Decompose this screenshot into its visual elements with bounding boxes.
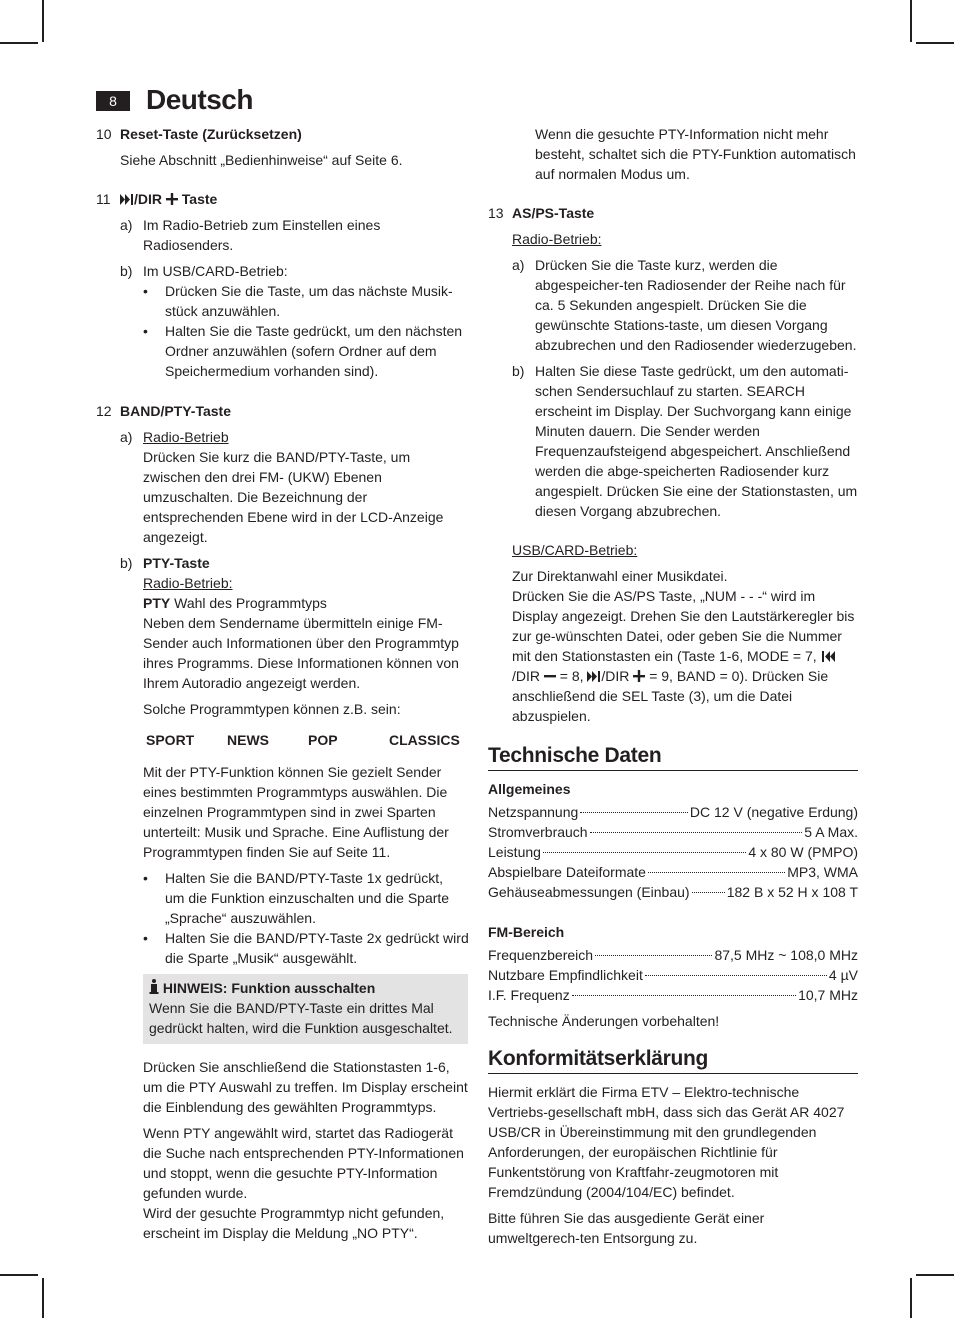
spec-list <box>488 802 858 902</box>
paragraph: Drücken Sie anschließend die Stationstasten 1-6, um die PTY Auswahl zu treffen. Im Display erscheint die Einblendung des gewählten Programmtyps. <box>143 1059 468 1115</box>
subheading: Allgemeines <box>488 781 571 797</box>
spec-label: Netzspannung <box>488 804 579 820</box>
spec-row <box>488 882 858 902</box>
dir-label: /DIR <box>134 191 162 207</box>
item-text: Drücken Sie kurz die BAND/PTY-Taste, um zwischen den drei FM- (UKW) Ebenen umzuschalten. Die Bezeichnung der entsprechenden Ebene wird in der LCD-Anzeige angezeigt. <box>143 449 444 545</box>
spec-value: 4 x 80 W (PMPO) <box>748 844 858 860</box>
spec-value: 87,5 MHz ~ 108,0 MHz <box>714 947 858 963</box>
text-run: /DIR <box>512 668 544 684</box>
crop-mark <box>916 42 954 44</box>
page-title: Deutsch <box>146 84 253 115</box>
crop-mark <box>42 1278 44 1318</box>
pty-desc: Wahl des Programmtyps <box>170 595 327 611</box>
paragraph: Wenn PTY angewählt wird, startet das Radiogerät die Suche nach entsprechenden PTY-Informationen und stoppt, wenn die gesuchte PTY-Information gefunden wurde. <box>143 1125 464 1201</box>
paragraph: Mit der PTY-Funktion können Sie gezielt Sender eines bestimmten Programmtyps auswählen. Die einzelnen Programmtypen sind in zwei Sparten unterteilt: Musik und Sprache. Eine Auflistung der Programmtypen finden Sie auf Seite 11. <box>143 764 449 860</box>
minus-icon <box>544 670 556 682</box>
crop-mark <box>910 1278 912 1318</box>
section-10 <box>96 124 468 170</box>
item-text: Neben dem Sendername übermitteln einige FM-Sender auch Informationen über den Programmtyp ihres Programms. Diese Informationen können von Ihrem Autoradio angezeigt werden. <box>143 615 459 691</box>
item-marker: a) <box>512 257 525 273</box>
list-item <box>512 255 858 355</box>
pty-type: POP <box>308 732 338 748</box>
spec-row <box>488 965 858 985</box>
spec-label: Stromverbrauch <box>488 824 588 840</box>
spec-row <box>488 862 858 882</box>
pty-term: PTY <box>143 595 171 611</box>
text-run: = 8, <box>555 668 588 684</box>
crop-mark <box>916 1274 954 1276</box>
list-item <box>120 215 468 255</box>
pty-types <box>146 730 468 750</box>
tech-section <box>488 746 858 1031</box>
section-11 <box>96 189 468 381</box>
section-title <box>120 189 468 209</box>
spec-value: 4 µV <box>828 967 858 983</box>
item-text: Im Radio-Betrieb zum Einstellen eines Radiosenders. <box>143 217 381 253</box>
spec-row <box>488 822 858 842</box>
bullet-item: • Drücken Sie die Taste, um das nächste Musik-stück anzuwählen. <box>143 281 455 321</box>
text-run: Drücken Sie die AS/PS Taste, „NUM - - -“ wird im Display angezeigt. Drehen Sie den Lautstärkeregler bis zur ge-wünschten Datei, oder geben Sie die Nummer mit den Stationstasten ein (Taste 1-6, MODE = 7, <box>512 588 855 664</box>
skip-forward-icon <box>587 671 601 682</box>
section-heading: Technische Daten <box>488 746 858 771</box>
spec-row <box>488 842 858 862</box>
paragraph <box>512 586 858 726</box>
spec-label: Abspielbare Dateiformate <box>488 864 646 880</box>
bullet-item: • Halten Sie die BAND/PTY-Taste 2x gedrückt wird die Sparte „Musik“ ausgewählt. <box>143 928 485 968</box>
left-column <box>96 124 468 1243</box>
pty-type: SPORT <box>146 732 195 748</box>
paragraph: Zur Direktanwahl einer Musikdatei. <box>512 568 728 584</box>
section-12 <box>96 401 468 1243</box>
text-run: /DIR <box>601 668 634 684</box>
note-title <box>149 978 462 998</box>
list-item <box>512 361 858 521</box>
mode-label: Radio-Betrieb <box>143 429 229 445</box>
spec-label: Leistung <box>488 844 541 860</box>
note-box <box>143 974 468 1044</box>
paragraph: Hiermit erklärt die Firma ETV – Elektro-technische Vertriebs-gesellschaft mbH, dass sich das Gerät AR 4027 USB/CR in Übereinstimmung mit den grundlegenden Anforderungen, der europäischen Richtlinie für Funkentstörung von Kraftfahr-zeugmotoren mit Fremdzündung (2004/104/EC) befindet. <box>488 1084 845 1200</box>
skip-back-icon <box>821 651 835 662</box>
bullet-item: • Halten Sie die Taste gedrückt, um den nächsten Ordner anzuwählen (sofern Ordner auf dem Speichermedium vorhanden sind). <box>143 321 465 381</box>
spec-label: Nutzbare Empfindlichkeit <box>488 967 643 983</box>
spec-label: I.F. Frequenz <box>488 987 570 1003</box>
spec-value: 182 B x 52 H x 108 T <box>726 884 858 900</box>
item-text: Halten Sie diese Taste gedrückt, um den automati-schen Sendersuchlauf zu starten. SEARCH erscheint im Display. Der Suchvorgang kann einige Minuten dauern. Die Sender werden Frequenzaufsteigend abgespeichert. Anschließend werden die abge-speicherten Radiosender kurz angespielt. Drücken Sie eine der Stationstasten, um diesen Vorgang abzubrechen. <box>535 363 858 519</box>
right-column <box>488 124 858 1248</box>
paragraph: Wenn die gesuchte PTY-Information nicht mehr besteht, schaltet sich die PTY-Funktion automatisch auf normalen Modus um. <box>535 126 856 182</box>
item-text: Drücken Sie die Taste kurz, werden die abgespeicher-ten Radiosender der Reihe nach für ca. 5 Sekunden angespielt. Drücken Sie die gewünschte Stations-taste, um diesen Vorgang abzubrechen und den Radiosender wiederzugeben. <box>535 257 857 353</box>
item-text: Im USB/CARD-Betrieb: <box>143 263 288 279</box>
section-number: 13 <box>488 205 504 221</box>
spec-label: Gehäuseabmessungen (Einbau) <box>488 884 690 900</box>
subheading: FM-Bereich <box>488 924 565 940</box>
info-icon <box>149 979 159 994</box>
mode-label: USB/CARD-Betrieb: <box>512 542 638 558</box>
note-text: Wenn Sie die BAND/PTY-Taste ein drittes Mal gedrückt halten, wird die Funktion ausgeschaltet. <box>149 1000 453 1036</box>
section-number: 12 <box>96 403 112 419</box>
plus-icon <box>633 670 645 682</box>
crop-mark <box>0 42 38 44</box>
pty-type: CLASSICS <box>389 732 460 748</box>
types-intro: Solche Programmtypen können z.B. sein: <box>143 701 401 717</box>
plus-icon <box>166 193 178 205</box>
section-number: 10 <box>96 126 112 142</box>
spec-value: 5 A Max. <box>804 824 858 840</box>
item-marker: a) <box>120 217 133 233</box>
spec-row <box>488 945 858 965</box>
paragraph: Technische Änderungen vorbehalten! <box>488 1013 720 1029</box>
page-number: 8 <box>96 91 130 111</box>
spec-row <box>488 985 858 1005</box>
conformity-section <box>488 1049 858 1248</box>
spec-label: Frequenzbereich <box>488 947 594 963</box>
text-run: = 9, BAND = 0). Drücken Sie anschließend die SEL Taste (3), um die Datei abzuspielen. <box>512 668 829 724</box>
item-marker: b) <box>120 263 133 279</box>
bullet-item: • Halten Sie die BAND/PTY-Taste 1x gedrückt, um die Funktion einzuschalten und die Sparte „Sprache“ auszuwählen. <box>143 868 465 928</box>
crop-mark <box>0 1274 38 1276</box>
crop-mark <box>42 0 44 42</box>
mode-label: Radio-Betrieb: <box>143 575 233 591</box>
item-marker: a) <box>120 429 133 445</box>
section-13 <box>488 203 858 726</box>
pty-type: NEWS <box>227 732 269 748</box>
section-title: AS/PS-Taste <box>512 205 595 221</box>
mode-label: Radio-Betrieb: <box>512 231 602 247</box>
section-number: 11 <box>96 191 111 207</box>
spec-row <box>488 802 858 822</box>
item-title: PTY-Taste <box>143 555 210 571</box>
item-marker: b) <box>120 555 133 571</box>
list-item <box>120 553 468 1243</box>
skip-forward-icon <box>120 194 134 205</box>
spec-value: DC 12 V (negative Erdung) <box>689 804 858 820</box>
section-heading: Konformitätserklärung <box>488 1049 858 1074</box>
section-title: Reset-Taste (Zurücksetzen) <box>120 126 302 142</box>
paragraph: Bitte führen Sie das ausgediente Gerät einer umweltgerech-ten Entsorgung zu. <box>488 1210 765 1246</box>
section-text: Siehe Abschnitt „Bedienhinweise“ auf Seite 6. <box>120 152 403 168</box>
taste-label: Taste <box>177 191 218 207</box>
spec-value: MP3, WMA <box>787 864 858 880</box>
note-title-text: HINWEIS: Funktion ausschalten <box>162 980 376 996</box>
spec-value: 10,7 MHz <box>798 987 858 1003</box>
section-title: BAND/PTY-Taste <box>120 403 231 419</box>
crop-mark <box>910 0 912 42</box>
item-marker: b) <box>512 363 525 379</box>
list-item <box>120 427 468 547</box>
list-item <box>120 261 468 381</box>
paragraph: Wird der gesuchte Programmtyp nicht gefunden, erscheint im Display die Meldung „NO PTY“. <box>143 1205 445 1241</box>
spec-list <box>488 945 858 1005</box>
